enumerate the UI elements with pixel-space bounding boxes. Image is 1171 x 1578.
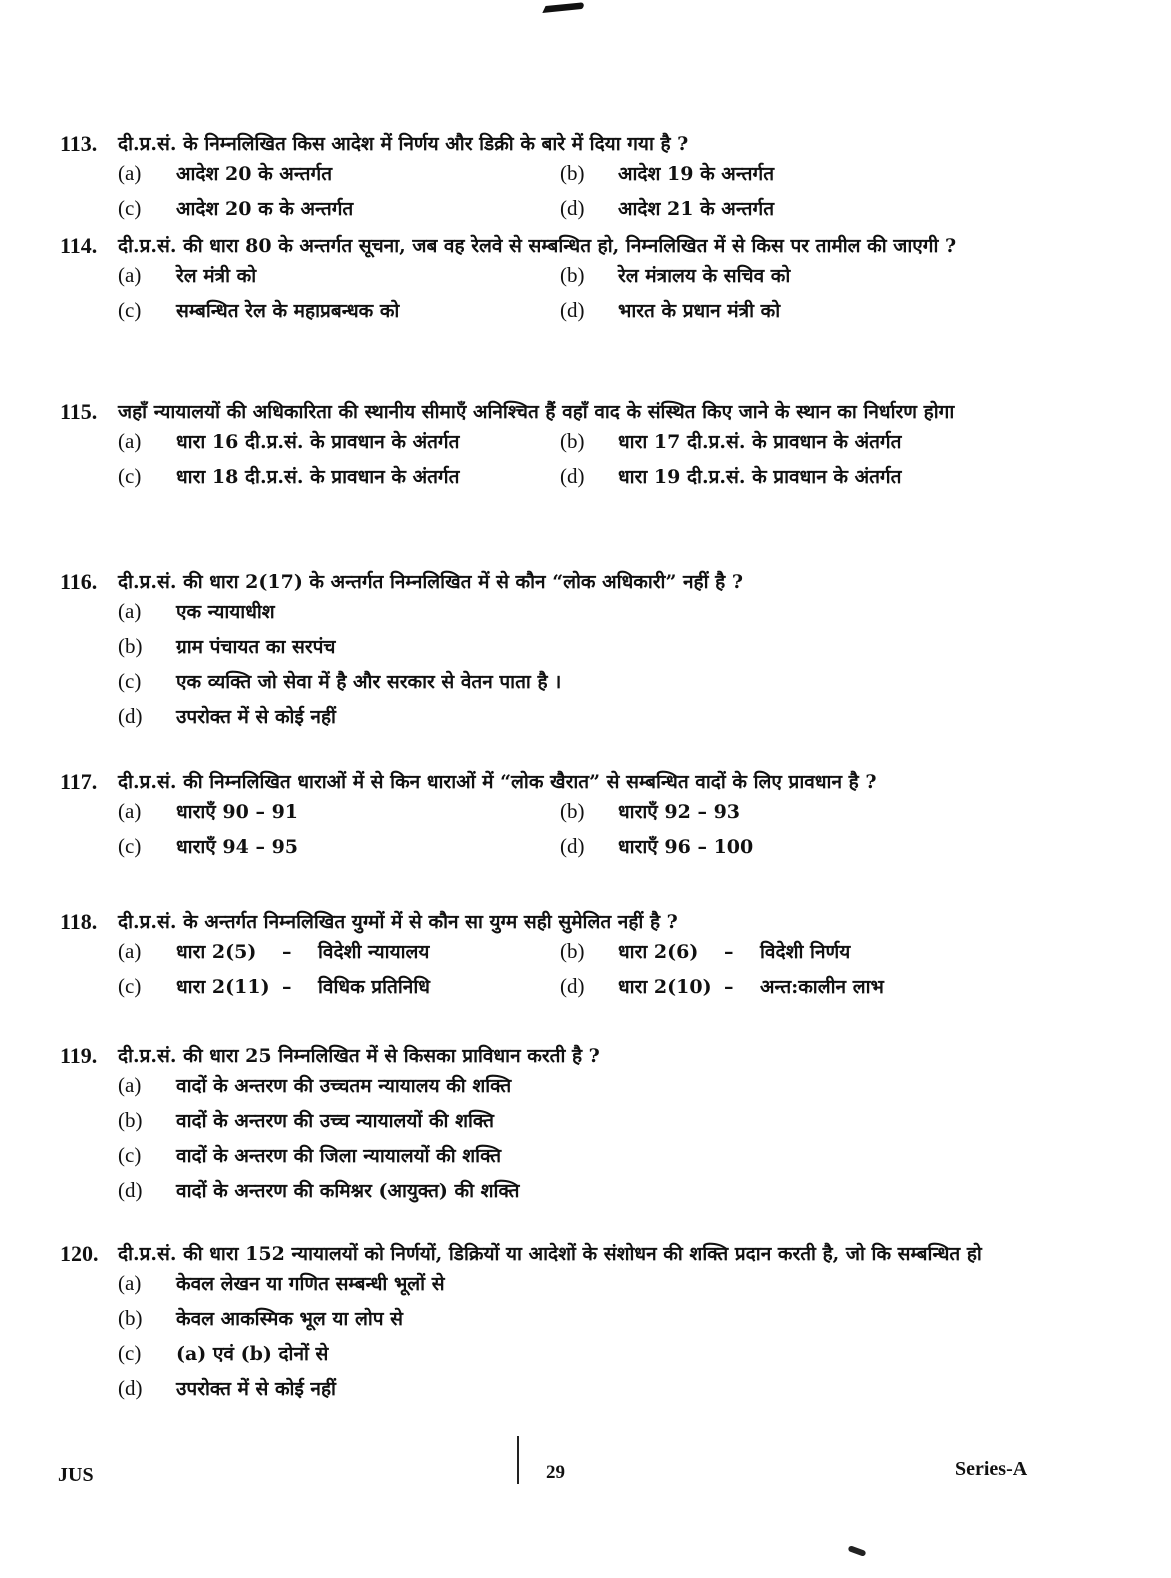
option-text: रेल मंत्रालय के सचिव को	[618, 265, 791, 287]
question-114	[60, 230, 1040, 332]
question-number: 115.	[60, 399, 98, 424]
question-stem	[60, 128, 1040, 160]
question-text: दी.प्र.सं. की निम्नलिखित धाराओं में से किन धाराओं में “लोक खैरात” से सम्बन्धित वादों के लिए प्रावधान है ?	[118, 771, 877, 793]
option-label: (b)	[118, 1108, 143, 1132]
option-text: धारा 19 दी.प्र.सं. के प्रावधान के अंतर्गत	[618, 466, 902, 488]
option-d	[560, 297, 1000, 332]
option-text: उपरोक्त में से कोई नहीं	[176, 706, 336, 728]
option-b	[118, 1107, 1040, 1142]
option-a	[118, 160, 560, 195]
question-number: 113.	[60, 131, 98, 156]
option-text: वादों के अन्तरण की उच्चतम न्यायालय की शक्ति	[176, 1075, 512, 1097]
option-text: केवल लेखन या गणित सम्बन्धी भूलों से	[176, 1273, 445, 1295]
option-text: वादों के अन्तरण की कमिश्नर (आयुक्त) की शक्ति	[176, 1180, 520, 1202]
question-number: 118.	[60, 909, 98, 934]
option-label: (c)	[118, 1143, 142, 1167]
option-a	[118, 1270, 1040, 1305]
option-text: धाराएँ 94 – 95	[176, 836, 299, 858]
option-label: (c)	[118, 196, 142, 220]
option-text: धाराएँ 92 – 93	[618, 801, 741, 823]
option-label: (d)	[560, 298, 585, 322]
option-label: (c)	[118, 974, 142, 998]
option-label: (c)	[118, 298, 142, 322]
pair-dash: –	[724, 941, 734, 963]
option-a	[118, 938, 560, 973]
option-c	[118, 1340, 1040, 1375]
option-a	[118, 262, 560, 297]
option-c	[118, 668, 1040, 703]
option-label: (b)	[560, 939, 585, 963]
option-label: (d)	[118, 1178, 143, 1202]
option-b	[118, 1305, 1040, 1340]
question-stem	[60, 566, 1040, 598]
pair-term: अन्त:कालीन लाभ	[760, 976, 884, 998]
option-b	[560, 798, 1000, 833]
options-grid	[118, 428, 1040, 498]
option-text: धारा 16 दी.प्र.सं. के प्रावधान के अंतर्गत	[176, 431, 460, 453]
pair-section: धारा 2(5)	[176, 941, 257, 963]
option-text: आदेश 20 के अन्तर्गत	[176, 163, 333, 185]
paper-code: JUS	[58, 1464, 94, 1486]
option-text: धाराएँ 90 – 91	[176, 801, 299, 823]
option-d	[560, 195, 1000, 230]
question-text: दी.प्र.सं. की धारा 152 न्यायालयों को निर्णयों, डिक्रियों या आदेशों के संशोधन की शक्ति प्रदान करती है, जो कि सम्बन्धित हो	[118, 1243, 982, 1265]
option-text: ग्राम पंचायत का सरपंच	[176, 636, 336, 658]
option-text: सम्बन्धित रेल के महाप्रबन्धक को	[176, 300, 400, 322]
option-a	[118, 598, 1040, 633]
pair-term: विदेशी निर्णय	[760, 941, 851, 963]
option-label: (d)	[560, 464, 585, 488]
scan-artifact-mark	[848, 1545, 867, 1557]
question-stem	[60, 1238, 1040, 1270]
option-c	[118, 463, 560, 498]
option-label: (c)	[118, 464, 142, 488]
question-stem	[60, 906, 1040, 938]
question-117	[60, 766, 1040, 868]
option-label: (d)	[560, 974, 585, 998]
option-a	[118, 428, 560, 463]
option-label: (c)	[118, 1341, 142, 1365]
question-stem	[60, 230, 1040, 262]
option-text: धारा 18 दी.प्र.सं. के प्रावधान के अंतर्गत	[176, 466, 460, 488]
option-label: (a)	[118, 429, 142, 453]
option-text: (a) एवं (b) दोनों से	[176, 1343, 329, 1365]
question-116	[60, 566, 1040, 738]
pair-dash: –	[282, 941, 292, 963]
option-text	[618, 973, 884, 999]
option-label: (d)	[118, 1376, 143, 1400]
option-c	[118, 297, 560, 332]
option-text: रेल मंत्री को	[176, 265, 257, 287]
options-grid	[118, 262, 1040, 332]
option-label: (a)	[118, 263, 142, 287]
question-115	[60, 396, 1040, 498]
page-footer	[0, 1456, 1171, 1496]
option-d	[560, 973, 1000, 1008]
option-label: (b)	[560, 429, 585, 453]
option-text	[176, 973, 430, 999]
pair-dash: –	[724, 976, 734, 998]
pair-section: धारा 2(6)	[618, 941, 699, 963]
option-text: वादों के अन्तरण की उच्च न्यायालयों की शक्ति	[176, 1110, 494, 1132]
option-text: आदेश 20 क के अन्तर्गत	[176, 198, 354, 220]
question-number: 114.	[60, 233, 98, 258]
option-label: (b)	[118, 634, 143, 658]
option-c	[118, 1142, 1040, 1177]
option-text: वादों के अन्तरण की जिला न्यायालयों की शक्ति	[176, 1145, 502, 1167]
option-text: धाराएँ 96 – 100	[618, 836, 754, 858]
pair-term: विदेशी न्यायालय	[318, 941, 430, 963]
pair-dash: –	[282, 976, 292, 998]
option-d	[118, 1177, 1040, 1212]
option-label: (c)	[118, 834, 142, 858]
option-text: भारत के प्रधान मंत्री को	[618, 300, 781, 322]
option-text: उपरोक्त में से कोई नहीं	[176, 1378, 336, 1400]
options-grid	[118, 798, 1040, 868]
option-b	[560, 428, 1000, 463]
option-label: (d)	[118, 704, 143, 728]
question-120	[60, 1238, 1040, 1410]
option-d	[560, 463, 1000, 498]
option-a	[118, 798, 560, 833]
option-d	[118, 703, 1040, 738]
option-text: केवल आकस्मिक भूल या लोप से	[176, 1308, 404, 1330]
scan-artifact-mark	[542, 2, 585, 13]
option-label: (b)	[560, 161, 585, 185]
options-grid	[118, 160, 1040, 230]
option-text: एक न्यायाधीश	[176, 601, 275, 623]
option-text: आदेश 21 के अन्तर्गत	[618, 198, 775, 220]
question-113	[60, 128, 1040, 230]
options-grid	[118, 938, 1040, 1008]
question-stem	[60, 1040, 1040, 1072]
option-text	[618, 938, 850, 964]
question-118	[60, 906, 1040, 1008]
option-label: (c)	[118, 669, 142, 693]
option-label: (b)	[560, 263, 585, 287]
option-c	[118, 195, 560, 230]
option-c	[118, 833, 560, 868]
option-b	[560, 160, 1000, 195]
option-label: (d)	[560, 834, 585, 858]
question-text: दी.प्र.सं. की धारा 80 के अन्तर्गत सूचना, जब वह रेलवे से सम्बन्धित हो, निम्नलिखित में से किस पर तामील की जाएगी ?	[118, 235, 957, 257]
option-b	[118, 633, 1040, 668]
pair-section: धारा 2(10)	[618, 976, 712, 998]
question-text: जहाँ न्यायालयों की अधिकारिता की स्थानीय सीमाएँ अनिश्चित हैं वहाँ वाद के संस्थित किए जाने के स्थान का निर्धारण होगा	[118, 401, 955, 423]
question-stem	[60, 766, 1040, 798]
question-text: दी.प्र.सं. के निम्नलिखित किस आदेश में निर्णय और डिक्री के बारे में दिया गया है ?	[118, 133, 689, 155]
option-label: (a)	[118, 161, 142, 185]
series-label: Series-A	[955, 1458, 1028, 1480]
option-label: (b)	[560, 799, 585, 823]
option-label: (a)	[118, 799, 142, 823]
options-list	[118, 1270, 1040, 1410]
option-c	[118, 973, 560, 1008]
page-number: 29	[546, 1462, 565, 1483]
option-text: आदेश 19 के अन्तर्गत	[618, 163, 775, 185]
pair-section: धारा 2(11)	[176, 976, 270, 998]
option-a	[118, 1072, 1040, 1107]
question-text: दी.प्र.सं. की धारा 2(17) के अन्तर्गत निम्नलिखित में से कौन “लोक अधिकारी” नहीं है ?	[118, 571, 744, 593]
question-text: दी.प्र.सं. की धारा 25 निम्नलिखित में से किसका प्राविधान करती है ?	[118, 1045, 600, 1067]
question-number: 116.	[60, 569, 98, 594]
question-number: 120.	[60, 1241, 99, 1266]
question-stem	[60, 396, 1040, 428]
pair-term: विधिक प्रतिनिधि	[318, 976, 430, 998]
option-d	[560, 833, 1000, 868]
question-119	[60, 1040, 1040, 1212]
option-label: (a)	[118, 1271, 142, 1295]
option-text: धारा 17 दी.प्र.सं. के प्रावधान के अंतर्गत	[618, 431, 902, 453]
option-label: (d)	[560, 196, 585, 220]
question-number: 117.	[60, 769, 98, 794]
question-number: 119.	[60, 1043, 98, 1068]
option-text: एक व्यक्ति जो सेवा में है और सरकार से वेतन पाता है ।	[176, 671, 562, 693]
option-label: (b)	[118, 1306, 143, 1330]
option-label: (a)	[118, 939, 142, 963]
footer-divider	[517, 1436, 519, 1484]
options-list	[118, 598, 1040, 738]
option-text	[176, 938, 429, 964]
option-label: (a)	[118, 599, 142, 623]
options-list	[118, 1072, 1040, 1212]
option-d	[118, 1375, 1040, 1410]
question-text: दी.प्र.सं. के अन्तर्गत निम्नलिखित युग्मों में से कौन सा युग्म सही सुमेलित नहीं है ?	[118, 911, 678, 933]
option-b	[560, 938, 1000, 973]
option-label: (a)	[118, 1073, 142, 1097]
option-b	[560, 262, 1000, 297]
